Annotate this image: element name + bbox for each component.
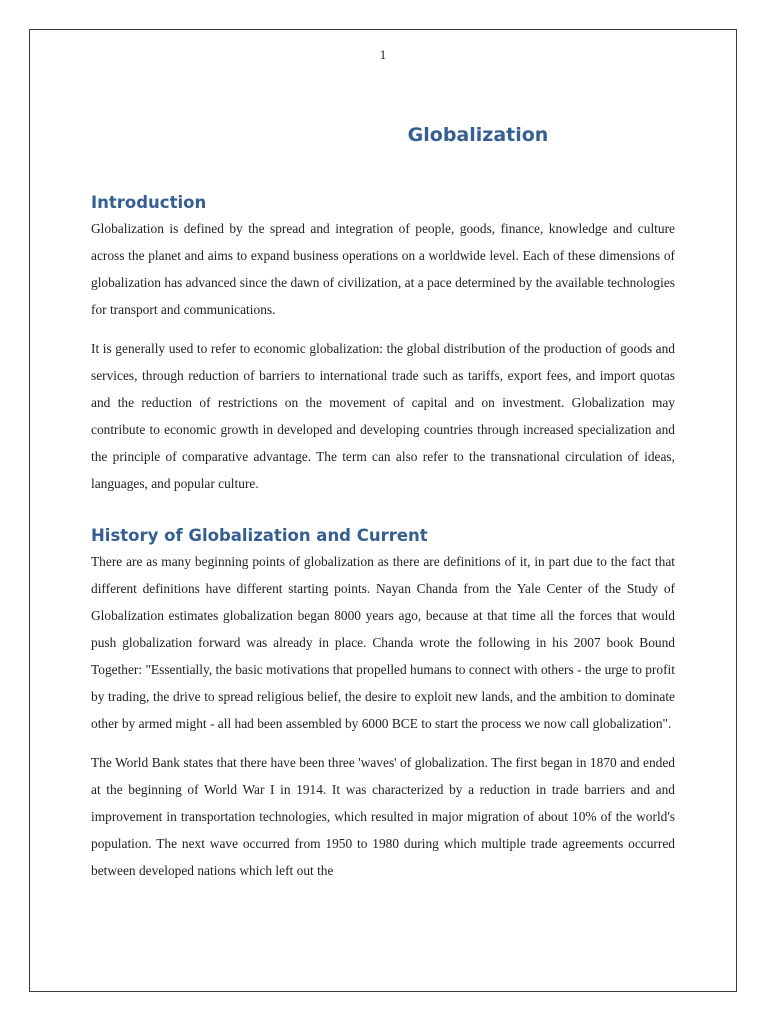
section-heading-introduction: Introduction (91, 193, 207, 212)
intro-paragraph-2: It is generally used to refer to economic globalization: the global distribution of the production of goods and services, through reduction of barriers to international trade such as tariffs, export fees, and import quotas and the reduction of restrictions on the movement of capital and on investment. Globalization may contribute to economic growth in developed and developing countries through increased specialization and the principle of comparative advantage. The term can also refer to the transnational circulation of ideas, languages, and popular culture. (91, 341, 675, 491)
document-page (29, 29, 737, 992)
intro-paragraph-1: Globalization is defined by the spread and integration of people, goods, finance, knowledge and culture across the planet and aims to expand business operations on a worldwide level. Each of these dimensions of globalization has advanced since the dawn of civilization, at a pace determined by the available technologies for transport and communications. (91, 221, 675, 317)
history-paragraph-2: The World Bank states that there have been three 'waves' of globalization. The first began in 1870 and ended at the beginning of World War I in 1914. It was characterized by a reduction in trade barriers and and improvement in transportation technologies, which resulted in major migration of about 10% of the world's population. The next wave occurred from 1950 to 1980 during which multiple trade agreements occurred between developed nations which left out the (91, 755, 675, 878)
page-content (91, 119, 675, 884)
page-number: 1 (379, 47, 387, 62)
document-title: Globalization (407, 124, 549, 146)
history-paragraph-1: There are as many beginning points of globalization as there are definitions of it, in part due to the fact that different definitions have different starting points. Nayan Chanda from the Yale Center of the Study of Globalization estimates globalization began 8000 years ago, because at that time all the forces that would push globalization forward was already in place. Chanda wrote the following in his 2007 book Bound Together: "Essentially, the basic motivations that propelled humans to connect with others - the urge to profit by trading, the drive to spread religious belief, the desire to exploit new lands, and the ambition to dominate other by armed might - all had been assembled by 6000 BCE to start the process we now call globalization". (91, 554, 675, 731)
section-heading-history: History of Globalization and Current (91, 526, 428, 545)
